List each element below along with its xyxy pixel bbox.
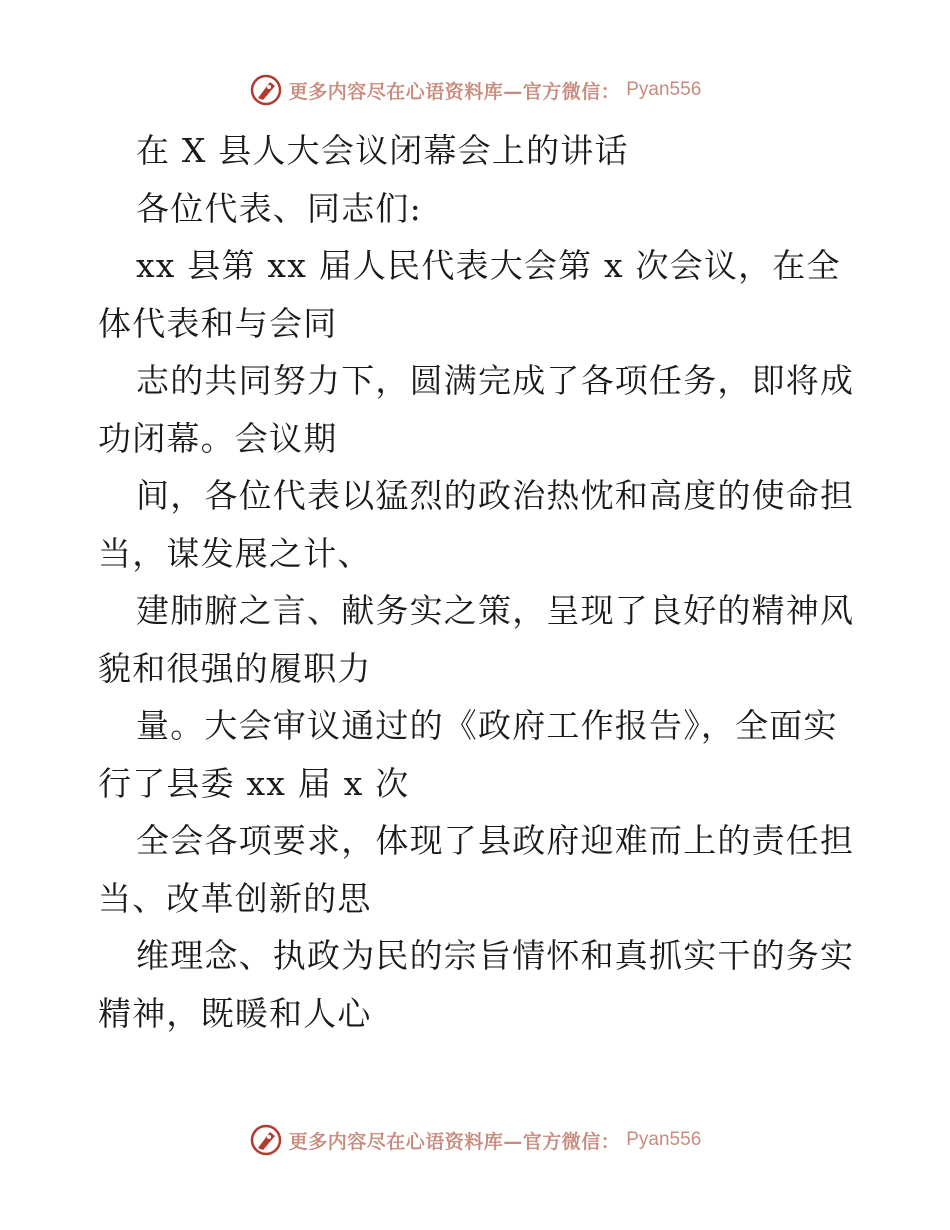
paragraph-line: 建肺腑之言、献务实之策，呈现了良好的精神风 bbox=[136, 591, 855, 630]
paragraph-line: 全会各项要求，体现了县政府迎难而上的责任担 bbox=[136, 821, 855, 860]
header-banner bbox=[0, 70, 950, 110]
paragraph-line: 行了县委 xx 届 x 次 bbox=[98, 763, 410, 803]
paragraph-line: 当，谋发展之计、 bbox=[98, 533, 372, 573]
paragraph-line: 志的共同努力下，圆满完成了各项任务，即将成 bbox=[136, 361, 855, 400]
paragraph-line: 体代表和与会同 bbox=[98, 303, 338, 343]
banner-contact: Pyan556 bbox=[626, 79, 702, 100]
paragraph-line: 量。大会审议通过的《政府工作报告》，全面实 bbox=[136, 706, 838, 745]
paragraph-line: 维理念、执政为民的宗旨情怀和真抓实干的务实 bbox=[136, 936, 855, 975]
document-body bbox=[98, 122, 858, 1042]
footer-banner bbox=[0, 1120, 950, 1160]
banner-text: 更多内容尽在心语资料库—官方微信： bbox=[288, 1130, 621, 1153]
paragraph-line: 貌和很强的履职力 bbox=[98, 648, 372, 688]
pen-nib-circle-icon bbox=[249, 1123, 283, 1157]
banner-text: 更多内容尽在心语资料库—官方微信： bbox=[288, 80, 621, 103]
pen-nib-circle-icon bbox=[249, 73, 283, 107]
paragraph-line: xx 县第 xx 届人民代表大会第 x 次会议，在全 bbox=[136, 246, 841, 285]
paragraph-line: 精神，既暖和人心 bbox=[98, 993, 372, 1033]
document-title: 在 X 县人大会议闭幕会上的讲话 bbox=[136, 131, 629, 170]
banner-contact: Pyan556 bbox=[626, 1129, 702, 1150]
paragraph-line: 当、改革创新的思 bbox=[98, 878, 372, 918]
salutation: 各位代表、同志们: bbox=[136, 188, 422, 228]
paragraph-line: 间，各位代表以猛烈的政治热忱和高度的使命担 bbox=[136, 476, 855, 515]
paragraph-line: 功闭幕。会议期 bbox=[98, 418, 338, 458]
